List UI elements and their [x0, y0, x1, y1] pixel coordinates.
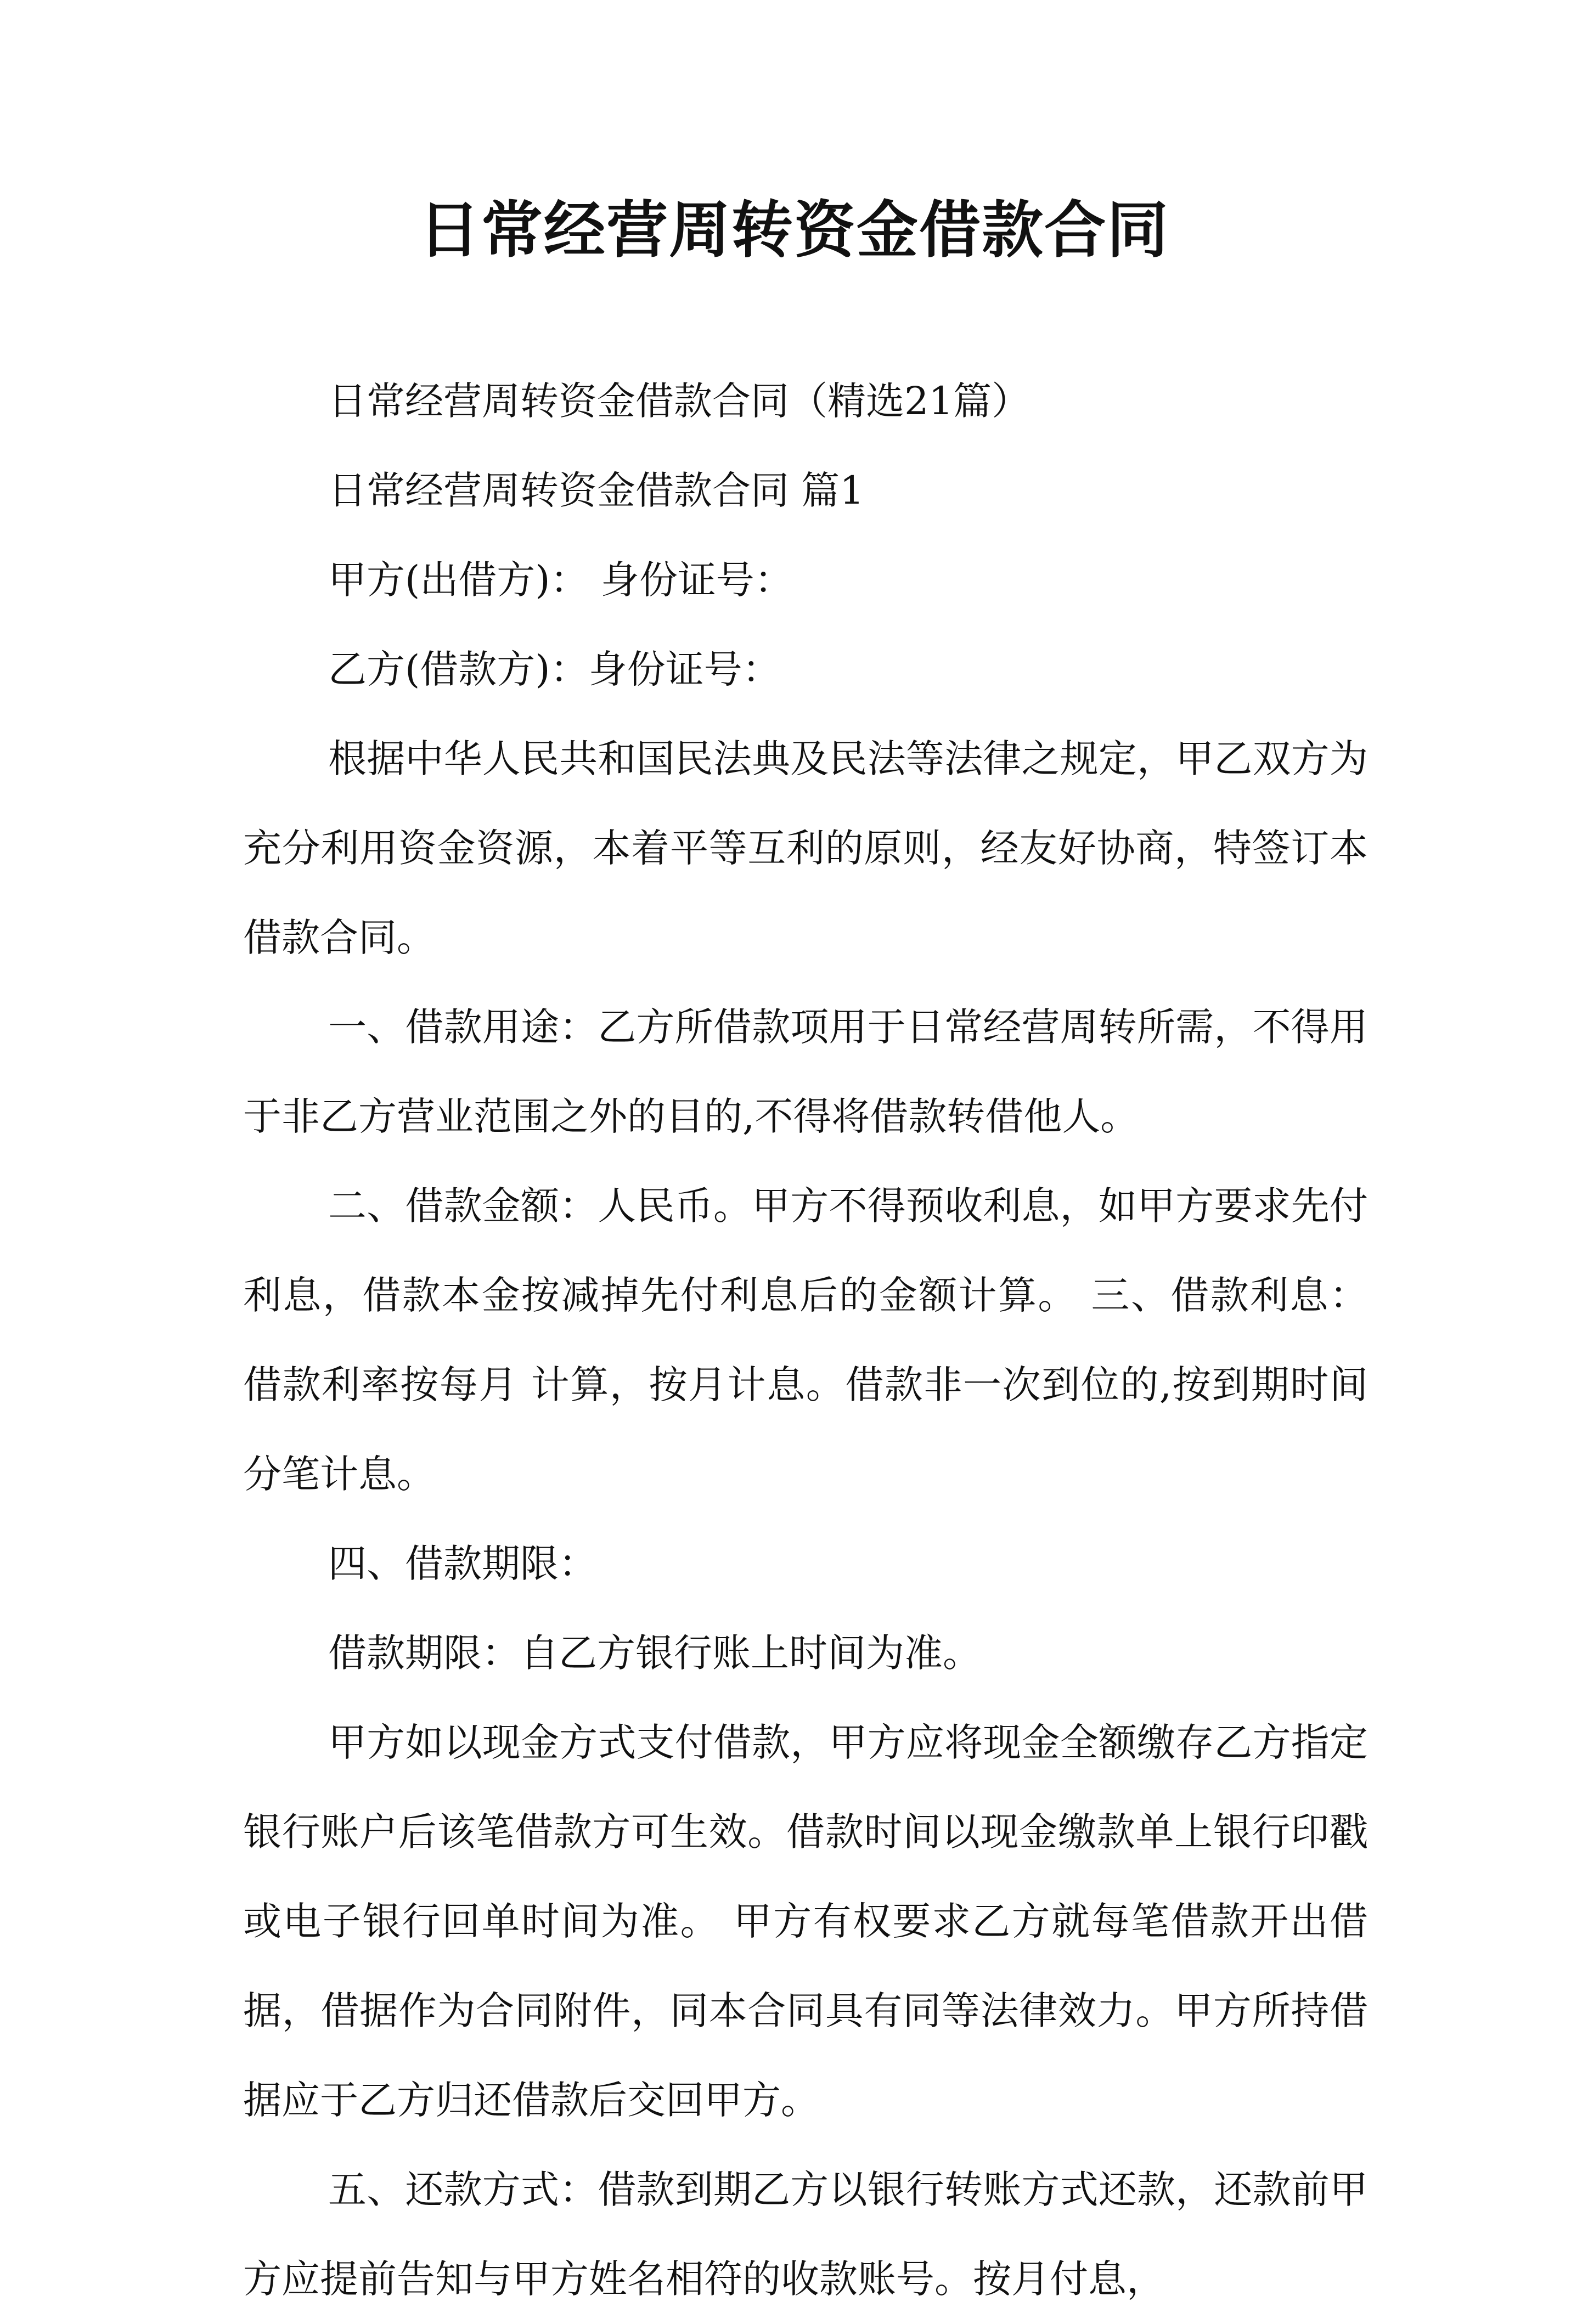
- paragraph-clause-5: 五、还款方式：借款到期乙方以银行转账方式还款，还款前甲方应提前告知与甲方姓名相符的收款账号。按月付息，: [243, 2167, 1368, 2302]
- paragraph-collection-title: 日常经营周转资金借款合同（精选21篇）: [328, 379, 1030, 424]
- paragraph-party-b: 乙方(借款方)：身份证号：: [328, 647, 781, 692]
- paragraph-loan-term: 借款期限：自乙方银行账上时间为准。: [328, 1631, 981, 1676]
- paragraph-clause-2-3: 二、借款金额：人民币。甲方不得预收利息，如甲方要求先付利息，借款本金按减掉先付利息后的金额计算。 三、借款利息：借款利率按每月 计算，按月计息。借款非一次到位的,按到期时间分笔计息。: [243, 1183, 1368, 1497]
- paragraph-clause-1: 一、借款用途：乙方所借款项用于日常经营周转所需，不得用于非乙方营业范围之外的目的,不得将借款转借他人。: [243, 1005, 1368, 1139]
- paragraph-cash-payment: 甲方如以现金方式支付借款，甲方应将现金全额缴存乙方指定银行账户后该笔借款方可生效。借款时间以现金缴款单上银行印戳或电子银行回单时间为准。 甲方有权要求乙方就每笔借款开出借据，借据作为合同附件，同本合同具有同等法律效力。甲方所持借据应于乙方归还借款后交回甲方。: [243, 1720, 1368, 2123]
- paragraph-section-title: 日常经营周转资金借款合同 篇1: [328, 468, 864, 513]
- paragraph-preamble: 根据中华人民共和国民法典及民法等法律之规定，甲乙双方为充分利用资金资源，本着平等互利的原则，经友好协商，特签订本借款合同。: [243, 736, 1368, 960]
- paragraph-clause-4: 四、借款期限：: [328, 1541, 597, 1586]
- document-body: [243, 357, 1368, 2324]
- document-title: 日常经营周转资金借款合同: [419, 194, 1169, 266]
- paragraph-party-a: 甲方(出借方)： 身份证号：: [328, 557, 793, 602]
